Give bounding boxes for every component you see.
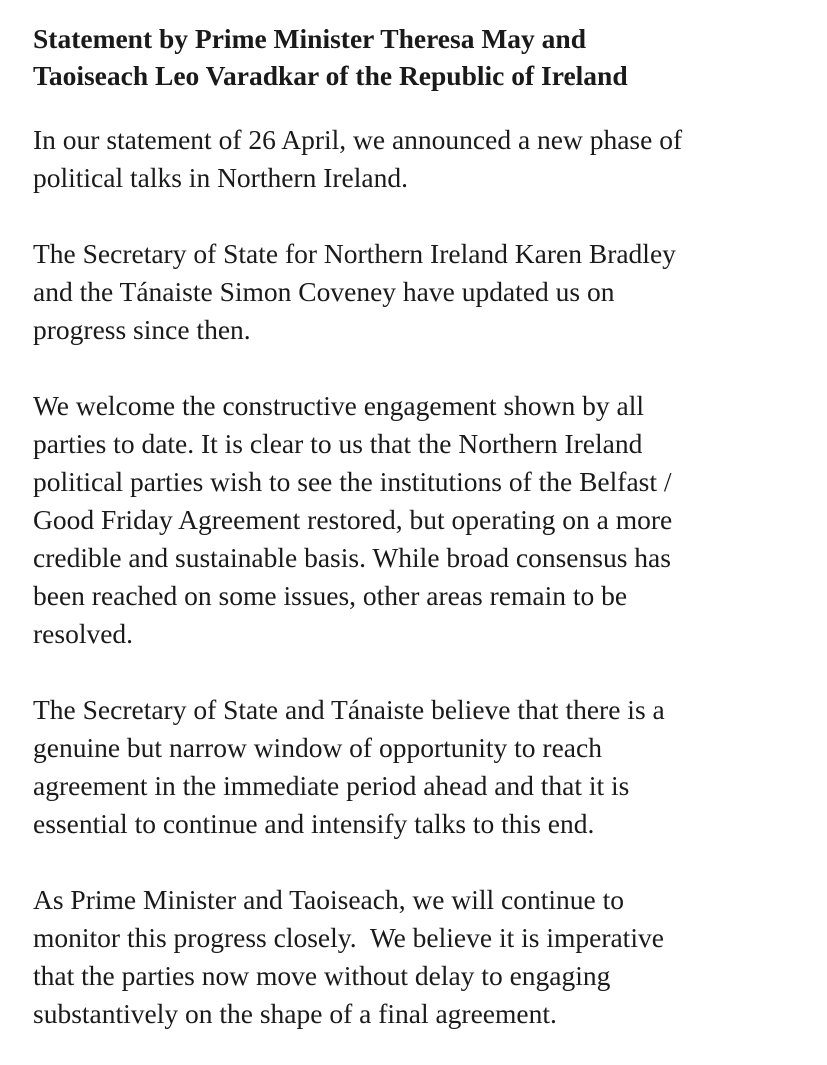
- text-line: resolved.: [33, 618, 134, 649]
- text-line: essential to continue and intensify talks to this end.: [33, 808, 595, 839]
- title-line: Taoiseach Leo Varadkar of the Republic of Ireland: [33, 60, 628, 91]
- text-line: In our statement of 26 April, we announced a new phase of: [33, 124, 683, 155]
- paragraph-window-of-opportunity: [33, 691, 813, 843]
- paragraph-final-agreement: [33, 881, 813, 1033]
- text-line: substantively on the shape of a final agreement.: [33, 998, 557, 1029]
- paragraph-progress-update: [33, 235, 813, 349]
- text-line: that the parties now move without delay to engaging: [33, 960, 611, 991]
- text-line: progress since then.: [33, 314, 251, 345]
- text-line: The Secretary of State for Northern Ireland Karen Bradley: [33, 238, 676, 269]
- text-line: been reached on some issues, other areas remain to be: [33, 580, 628, 611]
- statement-document: [33, 20, 813, 1033]
- text-line: The Secretary of State and Tánaiste believe that there is a: [33, 694, 665, 725]
- text-line: monitor this progress closely. We believe it is imperative: [33, 922, 664, 953]
- text-line: credible and sustainable basis. While broad consensus has: [33, 542, 671, 573]
- text-line: political parties wish to see the institutions of the Belfast /: [33, 466, 672, 497]
- paragraph-talks-announcement: [33, 121, 813, 197]
- text-line: political talks in Northern Ireland.: [33, 162, 408, 193]
- text-line: and the Tánaiste Simon Coveney have updated us on: [33, 276, 615, 307]
- statement-title: [33, 20, 813, 94]
- text-line: Good Friday Agreement restored, but operating on a more: [33, 504, 673, 535]
- text-line: agreement in the immediate period ahead and that it is: [33, 770, 630, 801]
- text-line: We welcome the constructive engagement shown by all: [33, 390, 644, 421]
- text-line: parties to date. It is clear to us that the Northern Ireland: [33, 428, 643, 459]
- text-line: genuine but narrow window of opportunity to reach: [33, 732, 602, 763]
- paragraph-engagement: [33, 387, 813, 653]
- title-line: Statement by Prime Minister Theresa May and: [33, 23, 586, 54]
- text-line: As Prime Minister and Taoiseach, we will continue to: [33, 884, 624, 915]
